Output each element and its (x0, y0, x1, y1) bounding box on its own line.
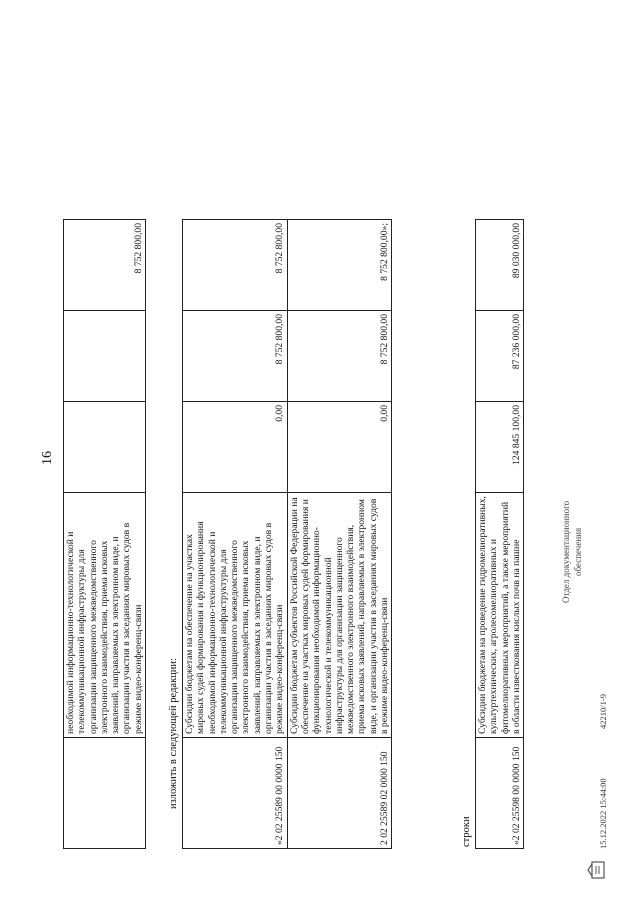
table-row (476, 220, 524, 849)
value-cell: 8 752 800,00 (64, 220, 146, 311)
value-cell: 87 236 000,00 (476, 311, 524, 402)
name-cell: необходимой информационно-технологической и телекоммуникационной инфраструктуры для организации защищенного межведомственного электронного взаимодействия, приема исковых заявлений, направляемых в электронном виде, и организации участия в заседаниях мировых судов в режиме видео-конференц-связи (64, 493, 146, 738)
stamp-line: обеспечения (573, 527, 583, 576)
name-cell: Субсидии бюджетам на проведение гидромелиоративных, культуртехнических, агролесомелиоративных и фитомелиоративных мероприятий, а также мероприятий в области известкования кислых почв на пашне (476, 493, 524, 738)
table-continuation (63, 219, 146, 849)
value-cell: 8 752 800,00 (183, 220, 288, 311)
name-cell: Субсидии бюджетам на обеспечение на участках мировых судей формирования и функционирования необходимой информационно-технологической и телекоммуникационной инфраструктуры для организации защищенного межведомственного электронного взаимодействия, приема исковых заявлений, направляемых в электронном виде, и организации участия в заседаниях мировых судов в режиме видео-конференц-связи (183, 493, 288, 738)
code-cell: «2 02 25598 00 0000 150 (476, 738, 524, 849)
value-cell: 8 752 800,00 (183, 311, 288, 402)
value-cell (64, 402, 146, 493)
table-new-edition (182, 219, 392, 849)
value-cell: 0,00 (287, 402, 392, 493)
stamp-line: Отдел документационного (561, 500, 571, 603)
value-cell: 89 030 000,00 (476, 220, 524, 311)
value-cell (64, 311, 146, 402)
code-cell: «2 02 25589 00 0000 150 (183, 738, 288, 849)
intro-text: изложить в следующей редакции: (168, 658, 179, 809)
name-cell: Субсидии бюджетам субъектов Российской Федерации на обеспечение на участках мировых судей формирования и функционирования необходимой информационно-технологической и телекоммуникационной инфраструктуры для организации защищенного межведомственного электронного взаимодействия, приема исковых заявлений, направляемых в электронном виде, и организации участия в заседаниях мировых судов в режиме видео-конференц-связи (287, 493, 392, 738)
value-cell: 124 845 100,00 (476, 402, 524, 493)
table-row (64, 220, 146, 849)
value-cell: 8 752 800,00»; (287, 220, 392, 311)
page-number: 16 (40, 451, 55, 465)
table-rows (475, 219, 524, 849)
code-cell: 2 02 25589 02 0000 150 (287, 738, 392, 849)
code-cell (64, 738, 146, 849)
department-stamp (560, 501, 584, 603)
emblem-icon (586, 859, 608, 881)
table-row (287, 220, 392, 849)
value-cell: 0,00 (183, 402, 288, 493)
table-row (183, 220, 288, 849)
footer-docnum: 42210/1-9 (598, 694, 608, 729)
footer-date: 15.12.2022 15:44:00 (598, 778, 608, 849)
intro-text: строки (461, 816, 472, 847)
value-cell: 8 752 800,00 (287, 311, 392, 402)
